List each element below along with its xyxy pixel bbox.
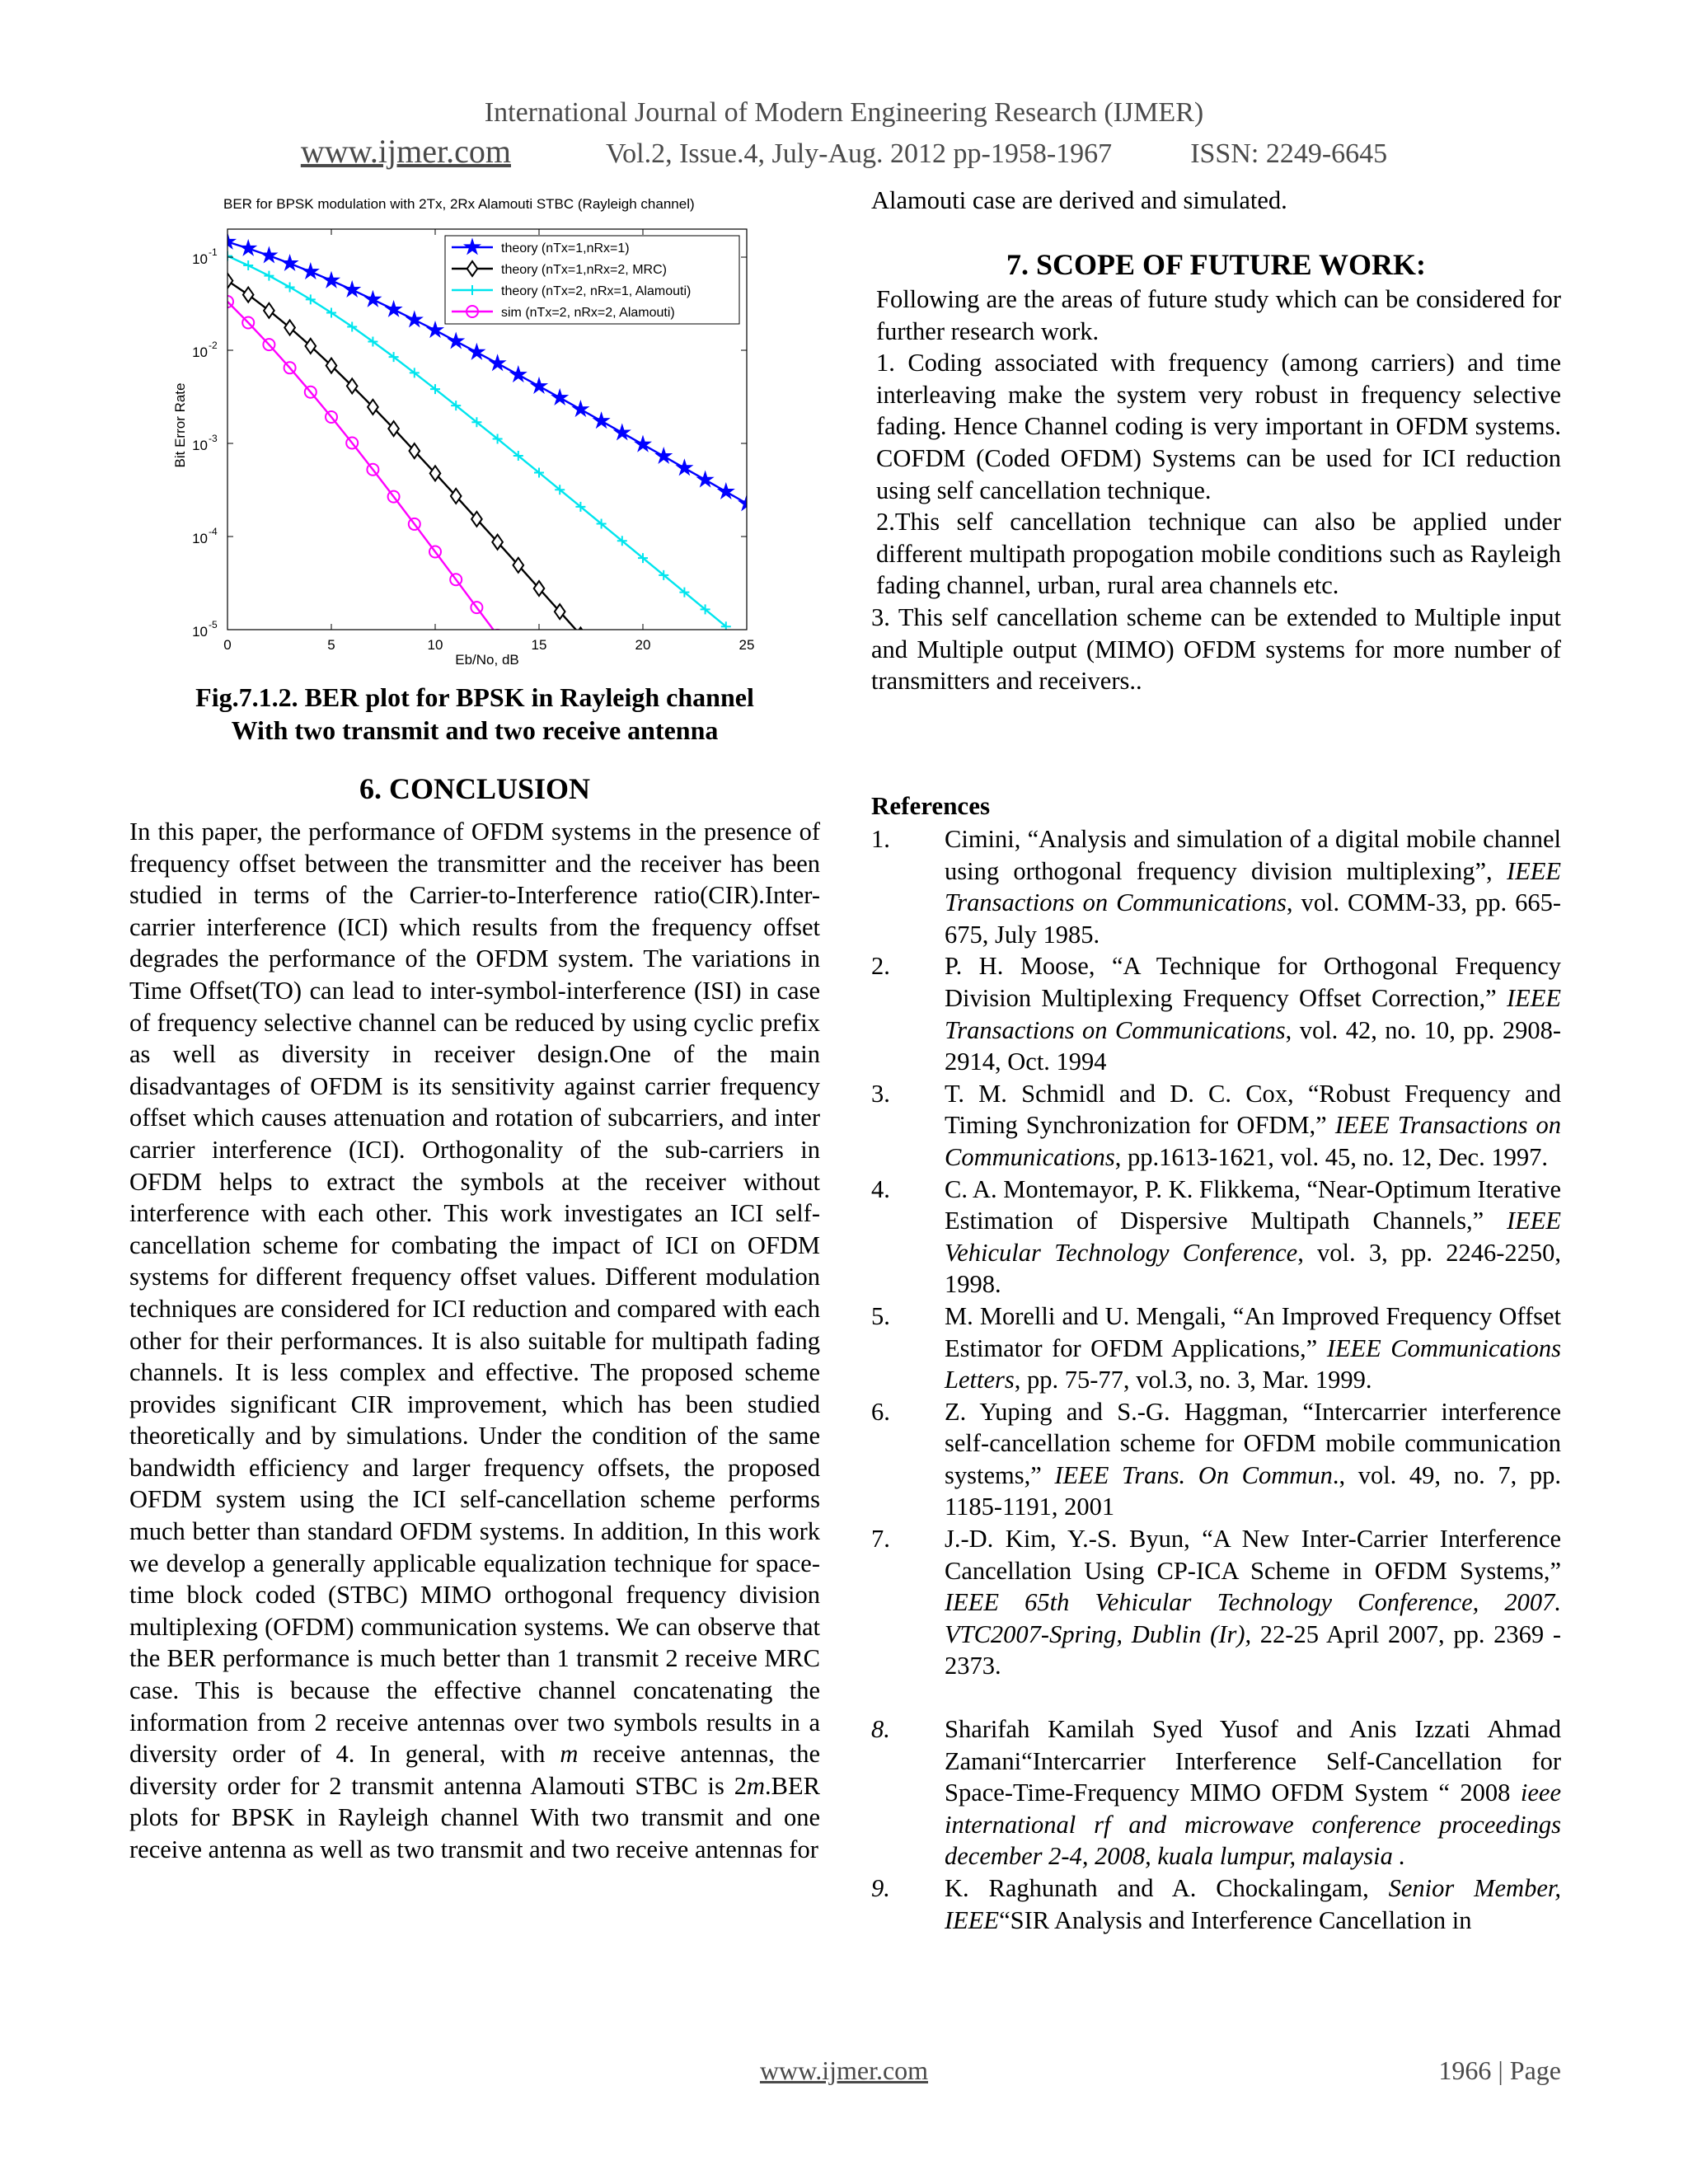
reference-authors: K. Raghunath and A. Chockalingam, xyxy=(945,1874,1389,1902)
reference-number: 4. xyxy=(871,1174,890,1203)
reference-text xyxy=(945,1301,1561,1396)
reference-details: , vol. 42, no. 10, pp. 2908-2914, Oct. 1994 xyxy=(945,1015,1561,1076)
reference-details: ., vol. 49, no. 7, pp. 1185-1191, 2001 xyxy=(945,1460,1561,1521)
header-line xyxy=(0,132,1688,171)
reference-number: 9. xyxy=(871,1874,890,1902)
reference-text xyxy=(945,1078,1561,1174)
y-tick-label: 10 xyxy=(192,344,208,361)
reference-authors: C. A. Montemayor, P. K. Flikkema, “Near-Optimum Iterative Estimation of Dispersive Multipath Channels,” xyxy=(945,1174,1561,1235)
data-point xyxy=(596,651,607,666)
reference-text xyxy=(945,1872,1561,1936)
reference-venue: IEEE 65th Vehicular Technology Conference, 2007. VTC2007-Spring, Dublin (Ir), xyxy=(945,1588,1561,1648)
y-tick-exponent: -3 xyxy=(209,433,218,445)
reference-text xyxy=(945,1174,1561,1301)
legend-label: theory (nTx=1,nRx=2, MRC) xyxy=(501,263,667,277)
right-top-line xyxy=(871,185,1561,217)
right-top-text: Alamouti case are derived and simulated. xyxy=(871,186,1287,214)
y-tick-exponent: -2 xyxy=(209,340,218,352)
scope-item-1: 1. Coding associated with frequency (among carriers) and time interleaving make the system very robust in frequency selective fading. Hence Channel coding is very important in OFDM systems. COFDM (Coded OFDM) Systems can be used for ICI reduction using self cancellation technique. xyxy=(876,349,1561,504)
reference-item xyxy=(871,1078,1561,1174)
reference-text xyxy=(945,823,1561,950)
reference-text xyxy=(945,1396,1561,1523)
reference-item xyxy=(871,1872,1561,1936)
scope-item-2: 2.This self cancellation technique can also be applied under different multipath propogation mobile conditions such as Rayleigh fading channel, urban, rural area channels etc. xyxy=(876,508,1561,600)
x-tick-label: 10 xyxy=(427,637,443,653)
legend-label: sim (nTx=2, nRx=2, Alamouti) xyxy=(501,306,675,320)
reference-authors: P. H. Moose, “A Technique for Orthogonal Frequency Division Multiplexing Frequency Offset Correction,” xyxy=(945,952,1561,1012)
scope-item-3: 3. This self cancellation scheme can be extended to Multiple input and Multiple output (MIMO) OFDM systems for more number of transmitters and receivers.. xyxy=(871,602,1561,696)
conclusion-var-m2: m xyxy=(747,1771,766,1800)
reference-details: , vol. 3, pp. 2246-2250, 1998. xyxy=(945,1238,1561,1299)
conclusion-var-m1: m xyxy=(560,1740,579,1769)
reference-number: 1. xyxy=(871,825,890,853)
scope-section xyxy=(871,284,1561,697)
y-tick-label: 10 xyxy=(192,438,208,454)
x-tick-label: 15 xyxy=(531,637,547,653)
conclusion-text-3: .BER plots for BPSK in Rayleigh channel With two transmit and one receive antenna as well as two transmit and two receive antennas for xyxy=(129,1771,820,1863)
reference-number: 8. xyxy=(871,1715,890,1744)
reference-venue: IEEE Transactions on Communications xyxy=(945,983,1561,1044)
chart-title: BER for BPSK modulation with 2Tx, 2Rx Alamouti STBC (Rayleigh channel) xyxy=(223,196,695,212)
conclusion-body xyxy=(129,816,820,1866)
reference-authors: Sharifah Kamilah Syed Yusof and Anis Izzati Ahmad Zamani“Intercarrier Interference Self-Cancellation for Space-Time-Frequency MIMO OFDM System “ 2008 xyxy=(945,1715,1561,1807)
x-tick-label: 25 xyxy=(738,637,755,653)
reference-number: 7. xyxy=(871,1525,890,1554)
y-tick-label: 10 xyxy=(192,624,208,640)
reference-number: 5. xyxy=(871,1301,890,1330)
reference-number: 2. xyxy=(871,952,890,981)
scope-heading: 7. SCOPE OF FUTURE WORK: xyxy=(1006,248,1427,281)
reference-item xyxy=(871,1301,1561,1396)
legend-label: theory (nTx=2, nRx=1, Alamouti) xyxy=(501,284,692,298)
y-tick-exponent: -1 xyxy=(209,246,218,259)
reference-item xyxy=(871,950,1561,1077)
reference-number: 6. xyxy=(871,1397,890,1426)
figure-caption xyxy=(129,681,820,747)
page-number: 1966 | Page xyxy=(1438,2055,1561,2085)
caption-line-1: Fig.7.1.2. BER plot for BPSK in Rayleigh channel xyxy=(195,682,754,712)
conclusion-section xyxy=(129,816,820,1866)
reference-text xyxy=(945,950,1561,1077)
ber-chart xyxy=(161,188,767,676)
header-site-link[interactable]: www.ijmer.com xyxy=(300,133,511,170)
reference-details: , vol. COMM-33, pp. 665-675, July 1985. xyxy=(945,888,1561,949)
reference-item xyxy=(871,1396,1561,1523)
y-tick-exponent: -4 xyxy=(209,526,218,538)
reference-item xyxy=(871,1713,1561,1872)
x-tick-label: 5 xyxy=(327,637,335,653)
reference-details: , pp.1613-1621, vol. 45, no. 12, Dec. 1997. xyxy=(1114,1142,1548,1171)
y-tick-label: 10 xyxy=(192,251,208,268)
references-heading: References xyxy=(871,791,991,820)
reference-venue: ieee international rf and microwave conference proceedings december 2-4, 2008, kuala lumpur, malaysia . xyxy=(945,1779,1561,1871)
conclusion-text-2: receive antennas, the diversity order for 2 transmit antenna Alamouti STBC is 2 xyxy=(129,1740,821,1800)
reference-authors: M. Morelli and U. Mengali, “An Improved Frequency Offset Estimator for OFDM Applications,” xyxy=(945,1301,1561,1362)
reference-venue: IEEE Transactions on Communications xyxy=(945,1111,1561,1171)
reference-number: 3. xyxy=(871,1079,890,1108)
reference-authors: J.-D. Kim, Y.-S. Byun, “A New Inter-Carrier Interference Cancellation Using CP-ICA Scheme in OFDM Systems,” xyxy=(945,1525,1561,1585)
x-tick-label: 20 xyxy=(635,637,651,653)
reference-authors: Z. Yuping and S.-G. Haggman, “Intercarrier interference self-cancellation scheme for OFDM mobile communication systems,” xyxy=(945,1397,1561,1489)
data-point xyxy=(492,630,504,641)
reference-details: , pp. 75-77, vol.3, no. 3, Mar. 1999. xyxy=(1014,1366,1372,1394)
reference-item xyxy=(871,823,1561,950)
caption-line-2: With two transmit and two receive antenna xyxy=(231,715,719,745)
footer-site-link[interactable]: www.ijmer.com xyxy=(759,2055,929,2085)
conclusion-heading: 6. CONCLUSION xyxy=(359,772,591,805)
reference-authors: T. M. Schmidl and D. C. Cox, “Robust Frequency and Timing Synchronization for OFDM,” xyxy=(945,1079,1561,1140)
reference-text xyxy=(945,1523,1561,1682)
reference-text xyxy=(945,1713,1561,1872)
data-point xyxy=(617,674,628,676)
reference-details: “SIR Analysis and Interference Cancellation in xyxy=(999,1905,1472,1934)
legend-label: theory (nTx=1,nRx=1) xyxy=(501,241,630,255)
journal-title: International Journal of Modern Engineering Research (IJMER) xyxy=(484,97,1204,128)
conclusion-text-1: In this paper, the performance of OFDM systems in the presence of frequency offset between the transmitter and the receiver has been studied in terms of the Carrier-to-Interference ratio(CIR).Inter-carrier interference (ICI) which results from the frequency offset degrades the performance of the OFDM system. The variations in Time Offset(TO) can lead to inter-symbol-interference (ISI) in case of frequency selective channel can be reduced by using cyclic prefix as well as diversity in receiver design.One of the main disadvantages of OFDM is its sensitivity against carrier frequency offset which causes attenuation and rotation of subcarriers, and inter carrier interference (ICI). Orthogonality of the sub-carriers in OFDM helps to extract the symbols at the receiver without interference with each other. This work investigates an ICI self-cancellation scheme for combating the impact of ICI on OFDM systems for different frequency offset values. Different modulation techniques are considered for ICI reduction and compared with each other for their performances. It is also suitable for multipath fading channels. It is less complex and effective. The proposed scheme provides significant CIR improvement, which has been studied theoretically and by simulations. Under the condition of the same bandwidth efficiency and larger frequency offsets, the proposed OFDM system using the ICI self-cancellation scheme performs much better than standard OFDM systems. In addition, In this work we develop a generally applicable equalization technique for space-time block coded (STBC) MIMO orthogonal frequency division multiplexing (OFDM) communication systems. We can observe that the BER performance is much better than 1 transmit 2 receive MRC case. This is because the effective channel concatenating the information from 2 receive antennas over two symbols results in a diversity order of 4. In general, with xyxy=(129,818,820,1769)
x-tick-label: 0 xyxy=(223,637,232,653)
reference-item xyxy=(871,1174,1561,1301)
header-issn: ISSN: 2249-6645 xyxy=(1190,138,1388,169)
chart-legend xyxy=(445,236,739,324)
y-tick-exponent: -5 xyxy=(209,619,218,630)
y-tick-label: 10 xyxy=(192,531,208,547)
reference-item xyxy=(871,1523,1561,1682)
x-axis-label: Eb/No, dB xyxy=(455,652,519,668)
header-volume: Vol.2, Issue.4, July-Aug. 2012 pp-1958-1967 xyxy=(605,138,1113,169)
y-axis-label: Bit Error Rate xyxy=(172,382,188,468)
scope-intro: Following are the areas of future study which can be considered for further research work. xyxy=(876,285,1561,345)
reference-venue: IEEE Trans. On Commun xyxy=(1054,1460,1333,1489)
references-list xyxy=(871,823,1561,1936)
reference-venue: Senior Member, IEEE xyxy=(945,1874,1561,1934)
reference-venue: IEEE Vehicular Technology Conference xyxy=(945,1207,1561,1267)
reference-venue: IEEE Communications Letters xyxy=(945,1333,1561,1394)
reference-venue: IEEE Transactions on Communications xyxy=(945,856,1561,917)
reference-authors: Cimini, “Analysis and simulation of a digital mobile channel using orthogonal frequency division multiplexing”, xyxy=(945,825,1561,885)
reference-details: 22-25 April 2007, pp. 2369 - 2373. xyxy=(945,1619,1561,1680)
